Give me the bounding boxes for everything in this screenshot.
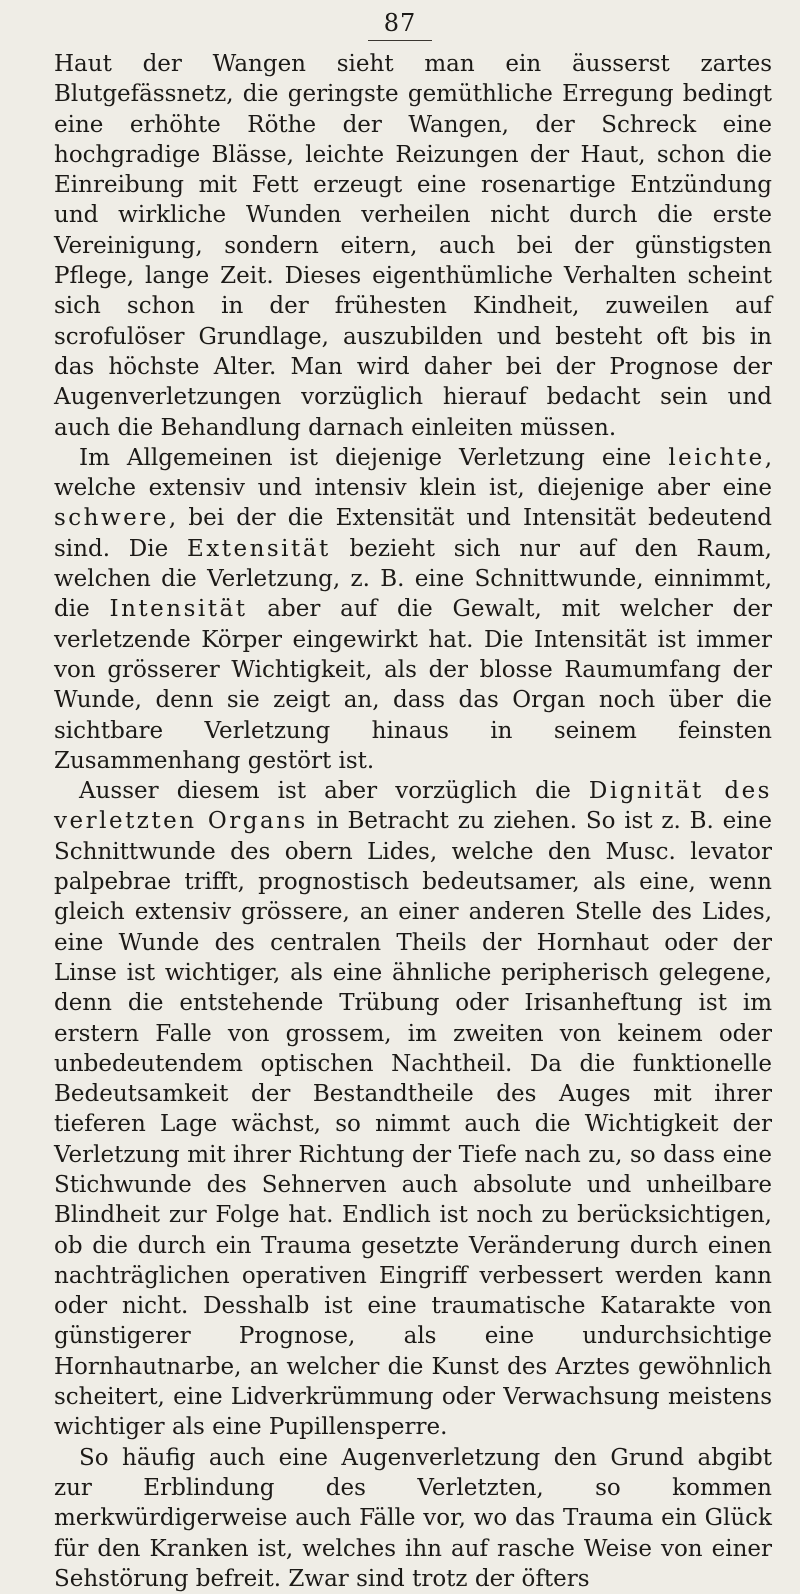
- paragraph-2-text-4: bezieht sich nur auf den Raum, welchen die Verletzung, z. B. eine Schnittwunde, einnimmt, die: [54, 535, 772, 623]
- spaced-term-schwere: schwere: [54, 505, 169, 532]
- spaced-term-leichte: leichte: [668, 444, 765, 471]
- page-number-rule: [368, 40, 432, 41]
- paragraph-3-text-1: Ausser diesem ist aber vorzüglich die: [79, 778, 589, 805]
- spaced-term-extensitaet: Extensität: [186, 535, 331, 562]
- spaced-term-dignitaet: Dignität des verletzten Organs: [54, 778, 772, 835]
- page-number: 87: [383, 9, 417, 37]
- paragraph-3-text-2: in Betracht zu ziehen. So ist z. B. eine Schnittwunde des obern Lides, welche den Musc. levator palpebrae trifft, prognostisch bedeutsamer, als eine, wenn gleich extensiv grössere, an einer anderen Stelle des Lides, eine Wunde des centralen Theils der Hornhaut oder der Linse ist wichtiger, als eine ähnliche peripherisch gelegene, denn die entstehende Trübung oder Irisanheftung ist im erstern Falle von grossem, im zweiten von keinem oder unbedeutendem optischen Nachtheil. Da die funktionelle Bedeutsamkeit der Bestandtheile des Auges mit ihrer tieferen Lage wächst, so nimmt auch die Wichtigkeit der Verletzung mit ihrer Richtung der Tiefe nach zu, so dass eine Stichwunde des Sehnerven auch absolute und unheilbare Blindheit zur Folge hat. Endlich ist noch zu berücksichtigen, ob die durch ein Trauma gesetzte Veränderung durch einen nachträglichen operativen Eingriff verbessert werden kann oder nicht. Desshalb ist eine traumatische Katarakte von günstigerer Prognose, als eine undurchsichtige Hornhautnarbe, an welcher die Kunst des Arztes gewöhnlich scheitert, eine Lidverkrümmung oder Verwachsung meistens wichtiger als eine Pupillensperre.: [54, 808, 772, 1441]
- spaced-term-intensitaet: Intensität: [109, 596, 248, 623]
- paragraph-2-text-1: Im Allgemeinen ist diejenige Verletzung eine: [79, 444, 669, 471]
- paragraph-2: [54, 443, 772, 776]
- paragraph-2-text-2: , welche extensiv und intensiv klein ist, diejenige aber eine: [54, 444, 772, 502]
- paragraph-1-text: Haut der Wangen sieht man ein äusserst zartes Blutgefässnetz, die geringste gemüthliche Erregung bedingt eine erhöhte Röthe der Wangen, der Schreck eine hochgradige Blässe, leichte Reizungen der Haut, schon die Einreibung mit Fett erzeugt eine rosenartige Entzündung und wirkliche Wunden verheilen nicht durch die erste Vereinigung, sondern eitern, auch bei der günstigsten Pflege, lange Zeit. Dieses eigenthümliche Verhalten scheint sich schon in der frühesten Kindheit, zuweilen auf scrofulöser Grundlage, auszubilden und besteht oft bis in das höchste Alter. Man wird daher bei der Prognose der Augenverletzungen vorzüglich hierauf bedacht sein und auch die Behandlung darnach einleiten müssen.: [54, 51, 772, 441]
- paragraph-4-text: So häufig auch eine Augenverletzung den Grund abgibt zur Erblindung des Verletzten, so kommen merkwürdigerweise auch Fälle vor, wo das Trauma ein Glück für den Kranken ist, welches ihn auf rasche Weise von einer Sehstörung befreit. Zwar sind trotz der öfters: [54, 1444, 772, 1592]
- body-text: [54, 49, 772, 1594]
- paragraph-1: [54, 49, 772, 443]
- paragraph-2-text-5: aber auf die Gewalt, mit welcher der verletzende Körper eingewirkt hat. Die Intensität ist immer von grösserer Wichtigkeit, als der blosse Raumumfang der Wunde, denn sie zeigt an, dass das Organ noch über die sichtbare Verletzung hinaus in seinem feinsten Zusammenhang gestört ist.: [54, 596, 772, 774]
- paragraph-4: [54, 1443, 772, 1594]
- paragraph-2-text-3: , bei der die Extensität und Intensität bedeutend sind. Die: [54, 505, 772, 562]
- paragraph-3: [54, 776, 772, 1443]
